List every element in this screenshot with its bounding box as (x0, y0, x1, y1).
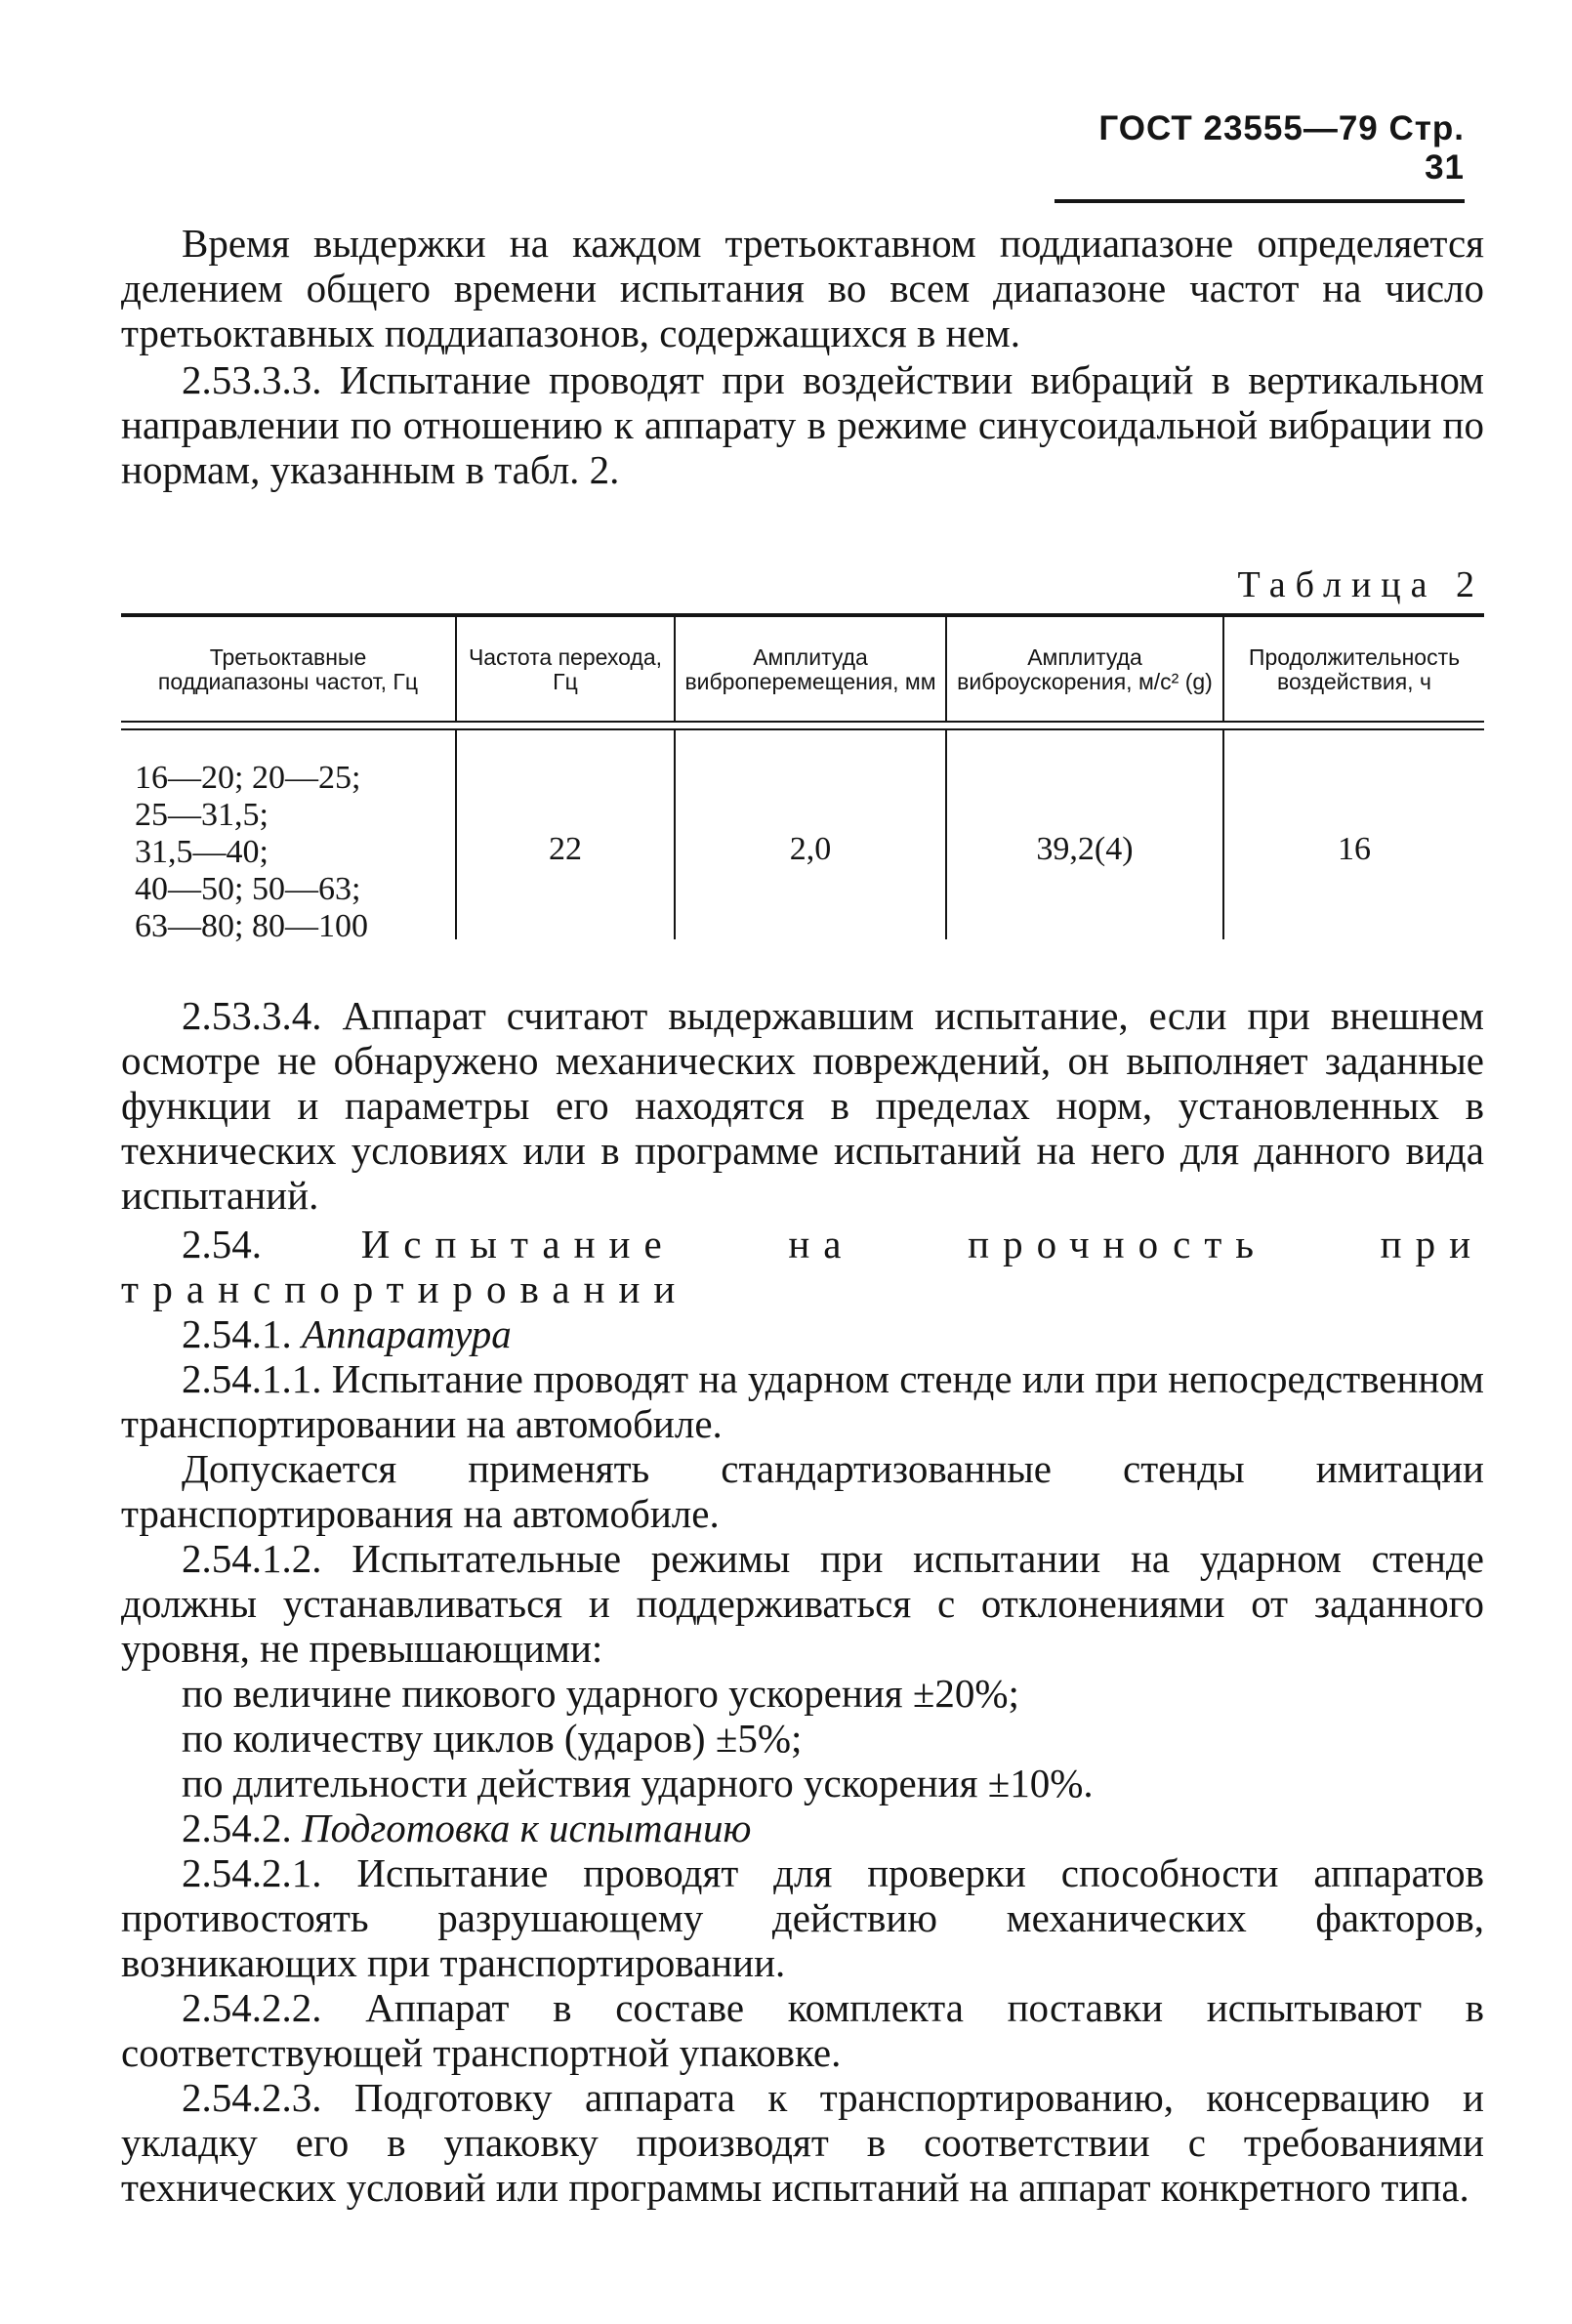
list-item: по длительности действия ударного ускорения ±10%. (182, 1761, 1094, 1805)
paragraph-2-54-2-1: 2.54.2.1. Испытание проводят для проверки способности аппаратов противостоять разрушающему действию механических факторов, возникающих при транспортировании. (121, 1850, 1484, 1985)
list-item: по величине пикового ударного ускорения ±20%; (182, 1671, 1019, 1716)
section-2-54-number: 2.54. (182, 1222, 262, 1266)
table-cell-ranges (121, 760, 455, 945)
paragraph-2-54-2-2: 2.54.2.2. Аппарат в составе комплекта поставки испытывают в соответствующей транспортной упаковке. (121, 1985, 1484, 2075)
section-2-54-title: Испытание на прочность при транспортировании (121, 1222, 1485, 1311)
paragraph-2-53-3-4: 2.53.3.4. Аппарат считают выдержавшим испытание, если при внешнем осмотре не обнаружено механических повреждений, он выполняет заданные функции и параметры его находятся в пределах норм, установленных в технических условиях или в программе испытаний на него для данного вида испытаний. (121, 993, 1484, 1218)
section-2-54-1-title: Аппаратура (302, 1311, 512, 1356)
table-cell-acceleration: 39,2(4) (1036, 831, 1134, 867)
top-text-block (121, 221, 1484, 492)
table-header-duration: Продолжительность воздействия, ч (1248, 644, 1461, 694)
section-2-54-2-heading (121, 1805, 1484, 1850)
table-top-rule (121, 613, 1484, 617)
table-cell-displacement: 2,0 (789, 831, 832, 867)
range-line: 63—80; 80—100 (135, 908, 368, 944)
header-rule (1055, 199, 1465, 203)
paragraph-allowed-stands: Допускается применять стандартизованные стенды имитации транспортирования на автомобиле. (121, 1446, 1484, 1536)
section-2-54-2-title: Подготовка к испытанию (302, 1805, 752, 1850)
range-line: 16—20; 20—25; (135, 760, 361, 796)
header-text: ГОСТ 23555—79 Стр. 31 (1098, 109, 1465, 187)
table-cell-duration: 16 (1338, 831, 1371, 867)
table-header-displacement: Амплитуда виброперемещения, мм (684, 644, 936, 694)
paragraph-2-54-1-2: 2.54.1.2. Испытательные режимы при испытании на ударном стенде должны устанавливаться и поддерживаться с отклонениями от заданного уровня, не превышающими: (121, 1536, 1484, 1671)
section-2-54-1-heading (121, 1311, 1484, 1356)
table-header-frequency: Частота перехода, Гц (468, 644, 663, 694)
table-caption: Таблица 2 (1237, 564, 1484, 605)
list-item: по количеству циклов (ударов) ±5%; (182, 1716, 803, 1761)
section-2-54-heading (121, 1222, 1484, 1311)
page-header (1055, 109, 1465, 203)
section-2-54-1-number: 2.54.1. (182, 1311, 292, 1356)
paragraph-2-54-2-3: 2.54.2.3. Подготовку аппарата к транспортированию, консервацию и укладку его в упаковку производят в соответствии с требованиями технических условий или программы испытаний на аппарат конкретного типа. (121, 2075, 1484, 2210)
paragraph-exposure-time: Время выдержки на каждом третьоктавном поддиапазоне определяется делением общего времени испытания во всем диапазоне частот на число третьоктавных поддиапазонов, содержащихся в нем. (121, 221, 1484, 355)
range-line: 31,5—40; (135, 834, 269, 870)
table-header-ranges: Третьоктавные поддиапазоны частот, Гц (157, 644, 419, 694)
table-cell-frequency: 22 (549, 831, 582, 867)
vibration-table (121, 613, 1484, 945)
table-header-rule-1 (121, 721, 1484, 723)
range-line: 40—50; 50—63; (135, 871, 361, 907)
paragraph-2-53-3-3: 2.53.3.3. Испытание проводят при воздействии вибраций в вертикальном направлении по отношению к аппарату в режиме синусоидальной вибрации по нормам, указанным в табл. 2. (121, 357, 1484, 492)
table-header-acceleration: Амплитуда виброускорения, м/с² (g) (957, 644, 1213, 694)
section-2-54-2-number: 2.54.2. (182, 1805, 292, 1850)
bottom-text-block (121, 993, 1484, 2210)
paragraph-2-54-1-1: 2.54.1.1. Испытание проводят на ударном стенде или при непосредственном транспортировании на автомобиле. (121, 1356, 1484, 1446)
range-line: 25—31,5; (135, 797, 269, 833)
